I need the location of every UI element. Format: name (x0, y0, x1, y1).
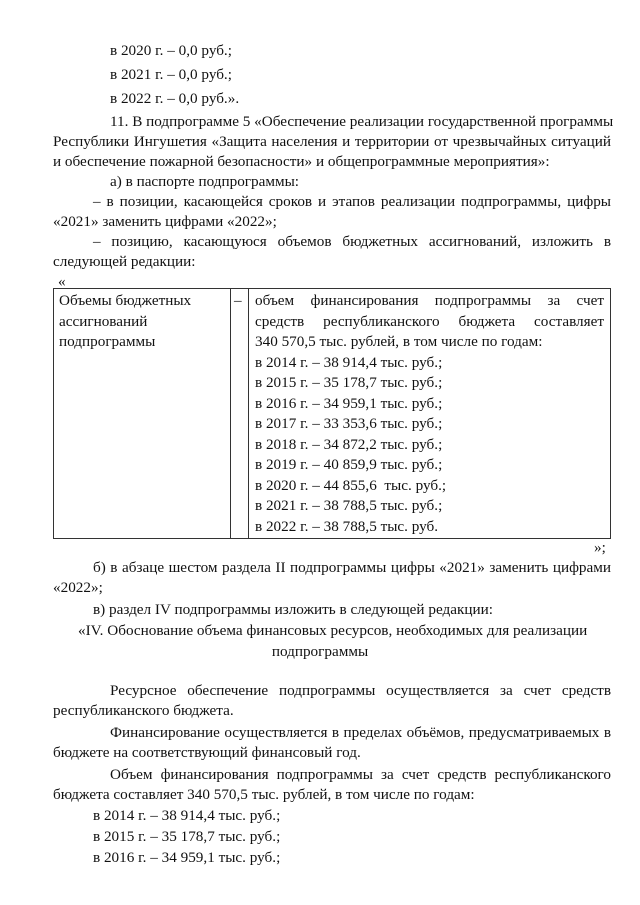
item-v: в) раздел IV подпрограммы изложить в следующей редакции: (93, 601, 493, 618)
left-line: подпрограммы (59, 333, 156, 350)
table-divider-1 (230, 289, 231, 538)
left-line: Объемы бюджетных (59, 292, 192, 309)
year-amount-2014: в 2014 г. – 38 914,4 тыс. руб.; (255, 353, 443, 371)
item11-line1: 11. В подпрограмме 5 «Обеспечение реализации государственной программы (110, 113, 614, 130)
item-a: а) в паспорте подпрограммы: (110, 173, 299, 190)
item-b-line1: б) в абзаце шестом раздела II подпрограммы цифры «2021» заменить цифрами (93, 559, 611, 576)
right-line: объем финансирования подпрограммы за счет (255, 292, 604, 309)
right-line: 340 570,5 тыс. рублей, в том числе по годам: (255, 333, 543, 350)
amount-2020-top: в 2020 г. – 0,0 руб.; (110, 42, 232, 59)
para3-line2: бюджета составляет 340 570,5 тыс. рублей, в том числе по годам: (53, 786, 475, 803)
amount-2022-top: в 2022 г. – 0,0 руб.». (110, 90, 240, 107)
table-divider-2 (248, 289, 249, 538)
year-amount-2022: в 2022 г. – 38 788,5 тыс. руб. (255, 517, 439, 535)
year-amount-2015: в 2015 г. – 35 178,7 тыс. руб.; (255, 374, 443, 391)
bullet2-line1: – позицию, касающуюся объемов бюджетных ассигнований, изложить в (93, 233, 611, 250)
table-right-cell (255, 291, 604, 537)
right-line: средств республиканского бюджета составляет (255, 312, 604, 330)
open-quote: « (58, 273, 66, 290)
bullet1-line1: – в позиции, касающейся сроков и этапов реализации подпрограммы, цифры (93, 193, 611, 210)
year-amount-2020: в 2020 г. – 44 855,6 тыс. руб.; (255, 476, 447, 494)
table-dash-cell (234, 291, 242, 312)
bottom-amount-2014: в 2014 г. – 38 914,4 тыс. руб.; (93, 807, 281, 824)
bottom-amount-2016: в 2016 г. – 34 959,1 тыс. руб.; (93, 849, 281, 866)
para1-line2: республиканского бюджета. (53, 702, 234, 719)
close-quote: »; (594, 539, 606, 556)
section-heading-line2: подпрограммы (271, 643, 369, 660)
year-amount-2016: в 2016 г. – 34 959,1 тыс. руб.; (255, 394, 443, 412)
table-left-cell (59, 291, 191, 353)
amount-2021-top: в 2021 г. – 0,0 руб.; (110, 66, 232, 83)
year-amount-2017: в 2017 г. – 33 353,6 тыс. руб.; (255, 415, 443, 432)
year-amount-2018: в 2018 г. – 34 872,2 тыс. руб.; (255, 435, 443, 453)
item-b-line2: «2022»; (53, 579, 103, 596)
section-heading-line1: «IV. Обоснование объема финансовых ресурсов, необходимых для реализации (78, 622, 588, 639)
year-amount-2019: в 2019 г. – 40 859,9 тыс. руб.; (255, 456, 443, 473)
para3-line1: Объем финансирования подпрограммы за счет средств республиканского (110, 766, 611, 783)
para1-line1: Ресурсное обеспечение подпрограммы осуществляется за счет средств (110, 682, 611, 699)
year-amount-2021: в 2021 г. – 38 788,5 тыс. руб.; (255, 497, 443, 514)
budget-table (53, 288, 611, 539)
left-line: ассигнований (59, 312, 148, 330)
bottom-amount-2015: в 2015 г. – 35 178,7 тыс. руб.; (93, 828, 281, 845)
bullet2-line2: следующей редакции: (53, 253, 196, 270)
para2-line2: бюджете на соответствующий финансовый год. (53, 744, 361, 761)
bullet1-line2: «2021» заменить цифрами «2022»; (53, 213, 277, 230)
item11-line2: Республики Ингушетия «Защита населения и территории от чрезвычайных ситуаций (53, 133, 611, 150)
table-dash: – (234, 292, 242, 309)
para2-line1: Финансирование осуществляется в пределах объёмов, предусматриваемых в (110, 724, 611, 741)
item11-line3: и обеспечение пожарной безопасности» и общепрограммные мероприятия»: (53, 153, 550, 170)
